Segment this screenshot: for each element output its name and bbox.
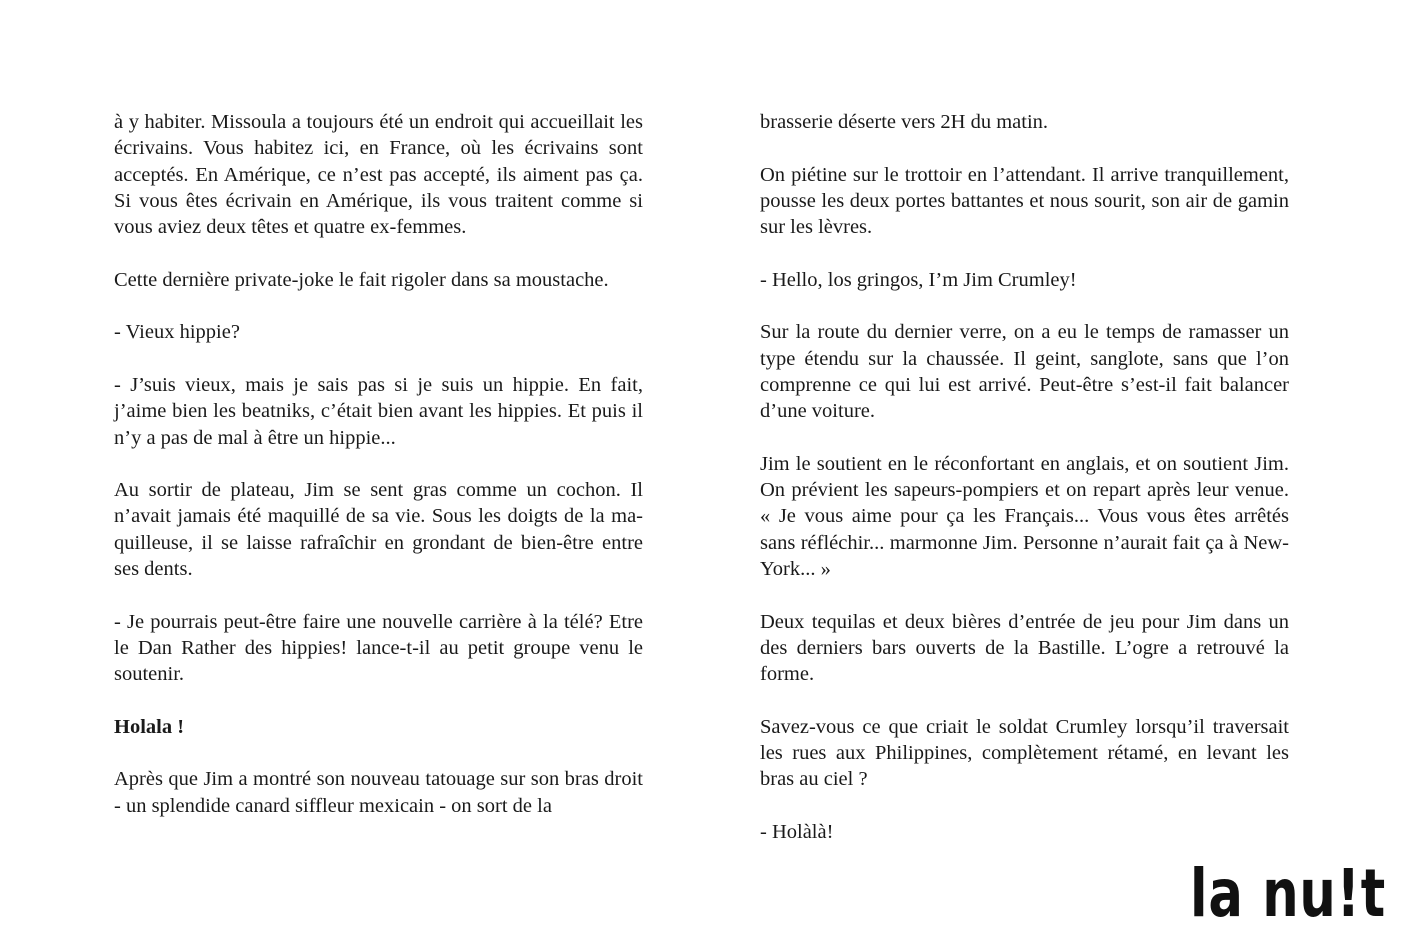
paragraph: Jim le soutient en le réconfortant en anglais, et on soutient Jim. On prévient les sapeurs-pompiers et on repart après leur venue. « Je vous aime pour ça les Français... Vous vous êtes arrêtés sans réfléchir... marmonne Jim. Personne n’aurait fait ça à New-York... » [760,452,1289,581]
paragraph: Deux tequilas et deux bières d’entrée de jeu pour Jim dans un des derniers bars ouverts de la Bastille. L’ogre a retrouvé la forme. [760,610,1289,686]
paragraph: Cette dernière private-joke le fait rigoler dans sa moustache. [114,268,609,291]
paragraph: Au sortir de plateau, Jim se sent gras comme un cochon. Il n’avait jamais été maquillé de sa vie. Sous les doigts de la maquilleuse, il se laisse rafraîchir en grondant de bien-être entre ses dents. [114,479,643,581]
paragraph: - Vieux hippie? [114,321,240,344]
paragraph: Après que Jim a montré son nouveau tatouage sur son bras droit - un splendide canard siffleur mexicain - on sort de la [114,768,643,817]
paragraph: Sur la route du dernier verre, on a eu le temps de ramasser un type étendu sur la chaussée. Il geint, sanglote, sans que l’on comprenne ce qui lui est arrivé. Peut-être s’est-il fait balancer d’une voiture. [760,321,1289,423]
left-text-column [114,109,643,819]
section-heading: Holala ! [114,715,185,738]
paragraph: - Holàlà! [760,821,834,844]
paragraph: à y habiter. Missoula a toujours été un endroit qui accueillait les écrivains. Vous habitez ici, en France, où les écrivains sont acceptés. En Amérique, ce n’est pas accepté, ils aiment pas ça. Si vous êtes écrivain en Amérique, ils vous traitent comme si vous aviez deux têtes et quatre ex-femmes. [114,111,643,239]
paragraph: - Je pourrais peut-être faire une nouvelle carrière à la télé? Etre le Dan Rather des hippies! lance-t-il au petit groupe venu le soutenir. [114,610,643,686]
la-nuit-logo [1190,850,1390,930]
paragraph: - J’suis vieux, mais je sais pas si je suis un hippie. En fait, j’aime bien les beatniks, c’était bien avant les hippies. Et puis il n’y a pas de mal à être un hippie... [114,373,643,449]
right-text-column [760,109,1289,845]
paragraph: - Hello, los gringos, I’m Jim Crumley! [760,268,1077,291]
paragraph: Savez-vous ce que criait le soldat Crumley lorsqu’il traversait les rues aux Philippines, complètement rétamé, en levant les bras au ciel ? [760,715,1289,791]
paragraph: On piétine sur le trottoir en l’attendant. Il arrive tranquillement, pousse les deux portes battantes et nous sourit, son air de gamin sur les lèvres. [760,163,1289,239]
logo-text: la nu!t [1190,855,1386,930]
paragraph: brasserie déserte vers 2H du matin. [760,111,1049,133]
